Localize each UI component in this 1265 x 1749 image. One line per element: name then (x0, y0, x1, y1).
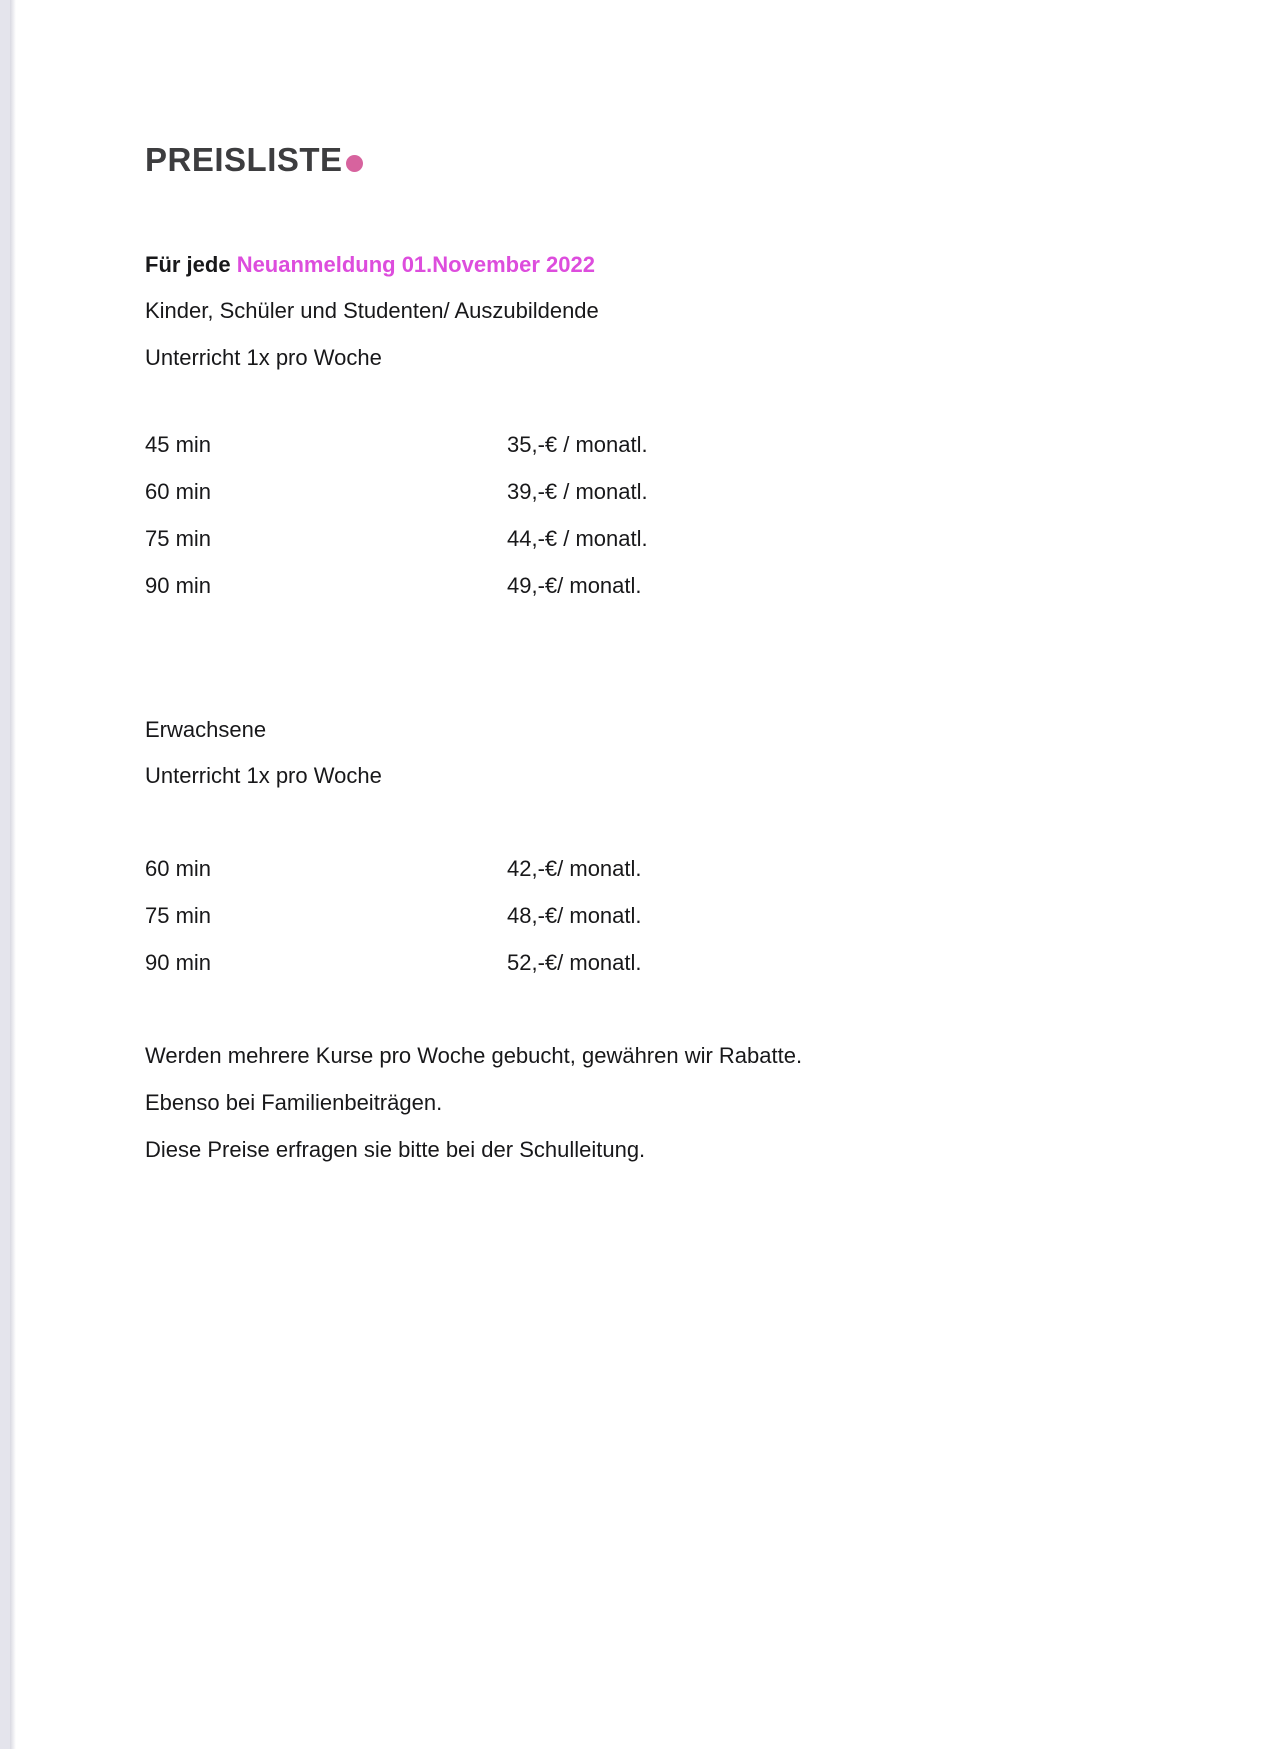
duration-cell: 90 min (145, 573, 212, 598)
page-title-text: PREISLISTE (145, 141, 343, 178)
intro-highlight-text: Neuanmeldung 01.November 2022 (236, 252, 595, 277)
price-row (145, 526, 1195, 552)
intro-bold-prefix: Für jede (145, 252, 237, 277)
section-heading-erwachsene: Erwachsene (145, 717, 267, 742)
duration-cell: 45 min (145, 432, 212, 457)
price-cell: 44,-€ / monatl. (507, 526, 648, 551)
document-content (145, 0, 1195, 1163)
duration-cell: 75 min (145, 526, 212, 551)
price-row (145, 432, 1195, 458)
duration-cell: 60 min (145, 856, 212, 881)
price-cell: 49,-€/ monatl. (507, 573, 642, 598)
price-cell: 52,-€/ monatl. (507, 950, 642, 975)
footer-note: Ebenso bei Familienbeiträgen. (145, 1090, 443, 1115)
page-title (145, 0, 1195, 180)
price-row (145, 950, 1195, 976)
footer-note: Diese Preise erfragen sie bitte bei der Schulleitung. (145, 1137, 646, 1162)
section-subheading: Unterricht 1x pro Woche (145, 763, 382, 788)
footer-note: Werden mehrere Kurse pro Woche gebucht, gewähren wir Rabatte. (145, 1043, 803, 1068)
price-row (145, 856, 1195, 882)
price-cell: 42,-€/ monatl. (507, 856, 642, 881)
price-cell: 35,-€ / monatl. (507, 432, 648, 457)
price-row (145, 573, 1195, 599)
duration-cell: 75 min (145, 903, 212, 928)
price-row (145, 479, 1195, 505)
frequency-line: Unterricht 1x pro Woche (145, 345, 382, 370)
price-cell: 39,-€ / monatl. (507, 479, 648, 504)
audience-line: Kinder, Schüler und Studenten/ Auszubildende (145, 298, 599, 323)
dot-icon (346, 155, 363, 172)
price-row (145, 903, 1195, 929)
price-cell: 48,-€/ monatl. (507, 903, 642, 928)
page-edge-gutter (0, 0, 10, 1749)
intro-heading (145, 252, 1195, 278)
page-edge-shadow (10, 0, 16, 1749)
duration-cell: 90 min (145, 950, 212, 975)
duration-cell: 60 min (145, 479, 212, 504)
